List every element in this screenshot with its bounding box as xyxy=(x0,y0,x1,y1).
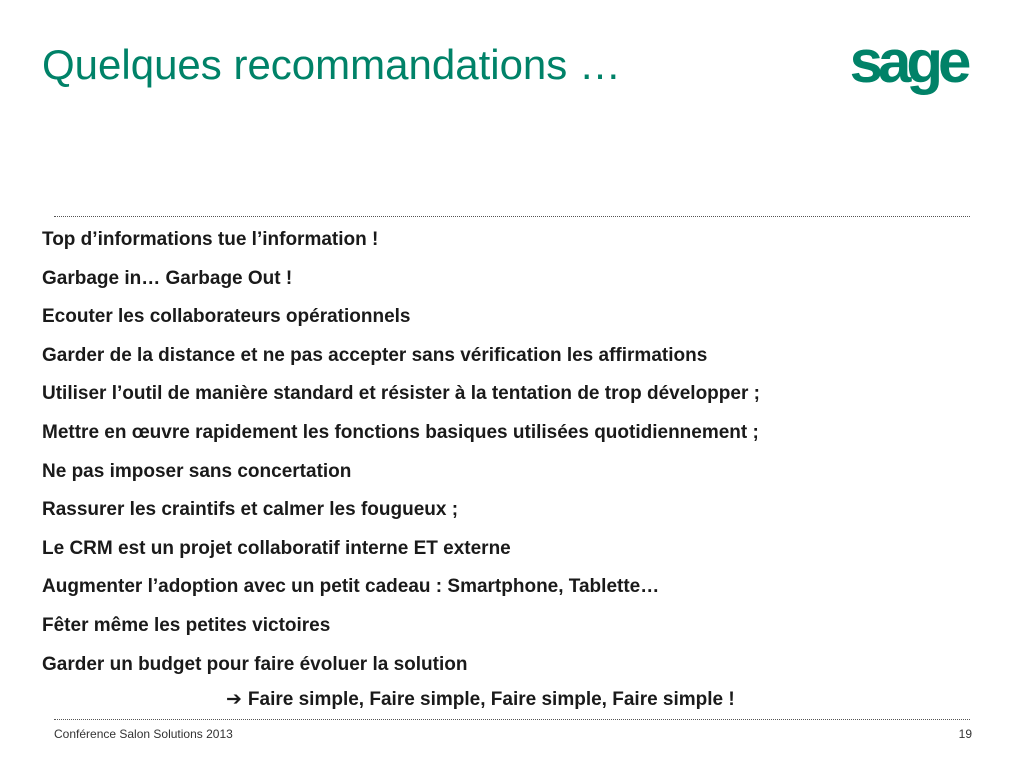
list-item: Ecouter les collaborateurs opérationnels xyxy=(42,306,411,328)
list-item: Garder un budget pour faire évoluer la solution xyxy=(42,653,468,675)
list-item: Top d’informations tue l’information ! xyxy=(42,229,379,250)
conclusion-line xyxy=(226,686,735,714)
list-item: Augmenter l’adoption avec un petit cadeau : Smartphone, Tablette… xyxy=(42,576,660,598)
conclusion-text: Faire simple, Faire simple, Faire simple, Faire simple ! xyxy=(247,689,735,710)
svg-text:sage: sage xyxy=(849,36,967,95)
top-divider xyxy=(54,216,970,217)
sage-logo xyxy=(838,36,978,108)
list-item: Mettre en œuvre rapidement les fonctions basiques utilisées quotidiennement ; xyxy=(42,421,759,443)
list-item: Garder de la distance et ne pas accepter sans vérification les affirmations xyxy=(42,344,708,366)
page-number: 19 xyxy=(958,727,972,741)
list-item: Fêter même les petites victoires xyxy=(42,614,331,636)
slide-title: Quelques recommandations … xyxy=(42,41,621,88)
list-item: Garbage in… Garbage Out ! xyxy=(42,267,293,289)
list-item: Le CRM est un projet collaboratif interne ET externe xyxy=(42,537,511,559)
list-item: Utiliser l’outil de manière standard et résister à la tentation de trop développer ; xyxy=(42,383,760,405)
list-item: Ne pas imposer sans concertation xyxy=(42,460,352,482)
list-item: Rassurer les craintifs et calmer les fougueux ; xyxy=(42,499,459,521)
footer-text: Conférence Salon Solutions 2013 xyxy=(54,727,233,741)
bottom-divider xyxy=(54,719,970,720)
arrow-right-icon: ➔ xyxy=(226,689,242,710)
recommendation-list xyxy=(42,225,760,688)
